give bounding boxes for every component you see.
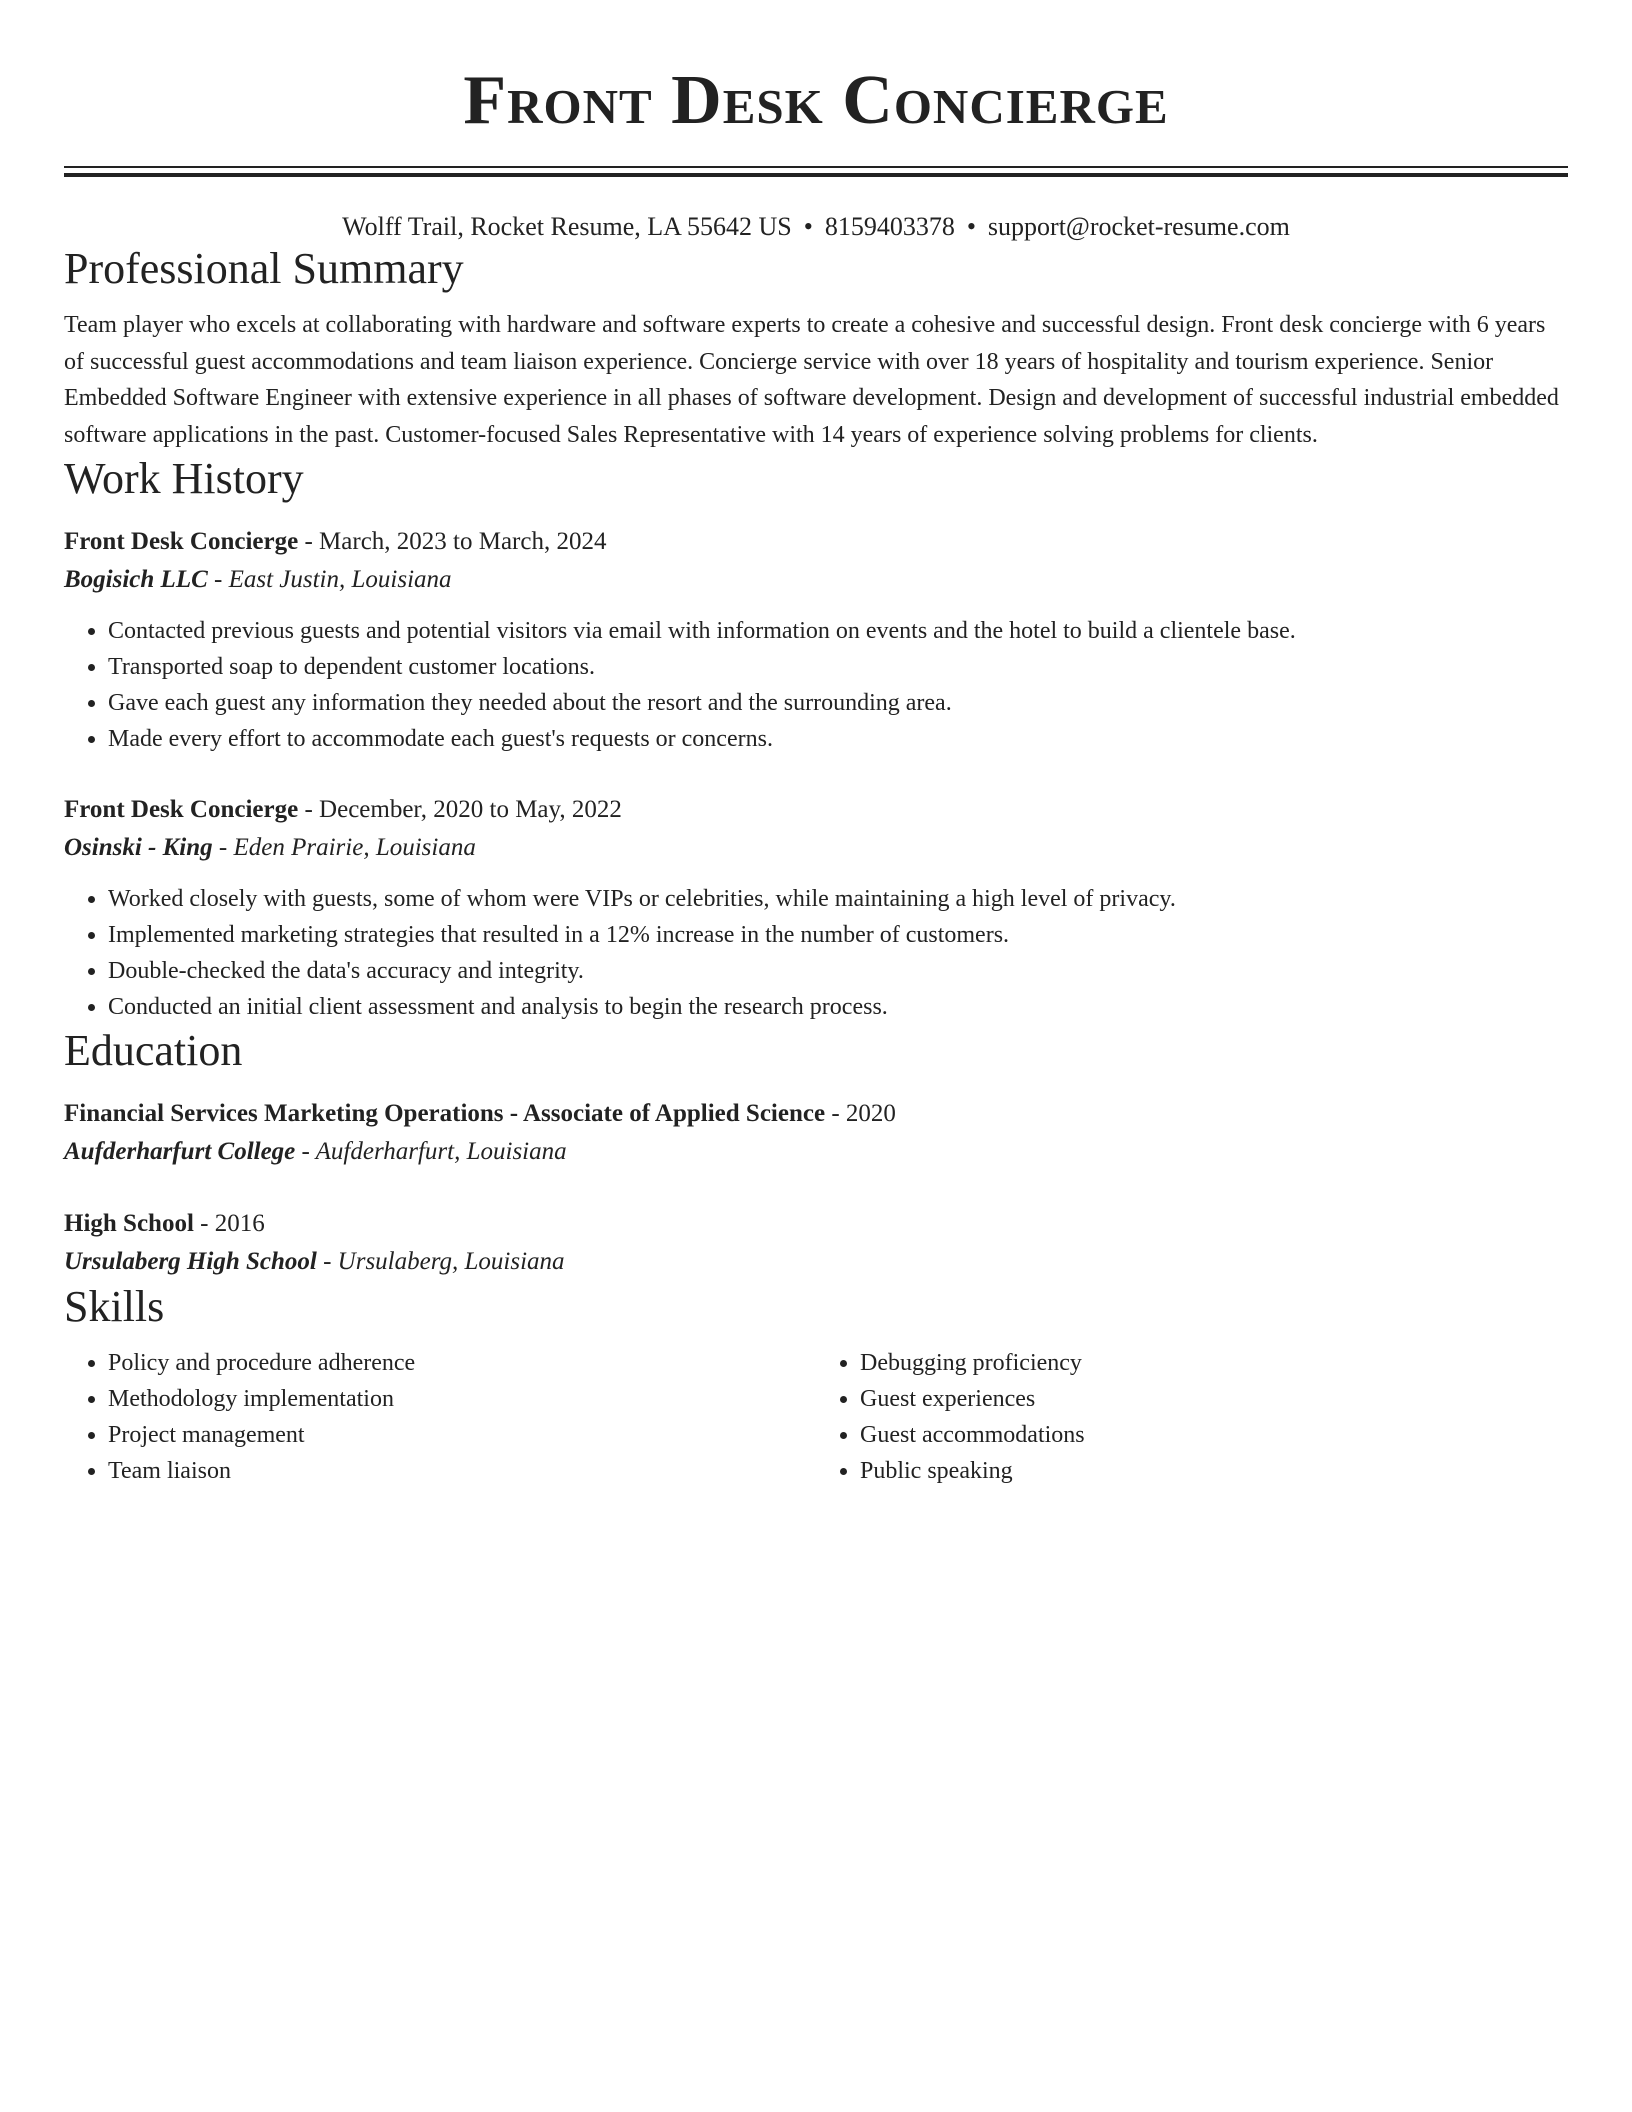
job-role: Front Desk Concierge <box>64 796 299 823</box>
education-header <box>64 1205 1568 1243</box>
contact-line <box>64 211 1568 243</box>
job-bullets <box>64 613 1568 757</box>
section-title-work-history: Work History <box>64 454 304 503</box>
list-item: • Guest accommodations <box>860 1417 1568 1453</box>
education-header <box>64 1095 1568 1133</box>
job-entry <box>64 523 1568 757</box>
list-item: • Made every effort to accommodate each guest's requests or concerns. <box>108 721 1568 757</box>
contact-separator: • <box>803 212 813 241</box>
job-header <box>64 523 1568 561</box>
section-title-education: Education <box>64 1026 243 1075</box>
education-year: - 2016 <box>193 1210 265 1237</box>
list-item: • Team liaison <box>108 1453 816 1489</box>
list-item: • Worked closely with guests, some of whom were VIPs or celebrities, while maintaining a high level of privacy. <box>108 881 1568 917</box>
skills-list-right <box>816 1345 1568 1489</box>
education-school: Ursulaberg High School <box>64 1248 317 1275</box>
contact-email[interactable]: support@rocket-resume.com <box>987 212 1290 241</box>
summary-text: Team player who excels at collaborating with hardware and software experts to create a cohesive and successful design. Front desk concierge with 6 years of successful guest accommodations and team liaison experience. Concierge service with over 18 years of hospitality and tourism experience. Senior Embedded Software Engineer with extensive experience in all phases of software development. Design and development of successful industrial embedded software applications in the past. Customer-focused Sales Representative with 14 years of experience solving problems for clients. <box>64 312 1559 448</box>
header-divider <box>64 166 1568 177</box>
list-item: • Implemented marketing strategies that resulted in a 12% increase in the number of customers. <box>108 917 1568 953</box>
job-company-line <box>64 561 1568 599</box>
list-item: • Methodology implementation <box>108 1381 816 1417</box>
education-entry <box>64 1205 1568 1281</box>
list-item: • Contacted previous guests and potential visitors via email with information on events and the hotel to build a clientele base. <box>108 613 1568 649</box>
education-location: - Aufderharfurt, Louisiana <box>295 1138 567 1165</box>
job-dates: - December, 2020 to May, 2022 <box>298 796 622 823</box>
job-role: Front Desk Concierge <box>64 528 299 555</box>
education-year: - 2020 <box>825 1100 896 1127</box>
skills-columns <box>64 1345 1568 1489</box>
job-company: Osinski - King <box>64 834 213 861</box>
job-dates: - March, 2023 to March, 2024 <box>298 528 607 555</box>
job-header <box>64 791 1568 829</box>
education-degree: High School <box>64 1210 194 1237</box>
job-company: Bogisich LLC <box>64 566 208 593</box>
section-title-summary: Professional Summary <box>64 244 464 293</box>
skills-list-left <box>64 1345 816 1489</box>
job-bullets <box>64 881 1568 1025</box>
job-location: - Eden Prairie, Louisiana <box>212 834 476 861</box>
education-school-line <box>64 1243 1568 1281</box>
list-item: • Transported soap to dependent customer locations. <box>108 649 1568 685</box>
resume-name: Front Desk Concierge <box>463 62 1169 139</box>
list-item: • Conducted an initial client assessment and analysis to begin the research process. <box>108 989 1568 1025</box>
list-item: • Debugging proficiency <box>860 1345 1568 1381</box>
job-entry <box>64 791 1568 1025</box>
list-item: • Public speaking <box>860 1453 1568 1489</box>
education-location: - Ursulaberg, Louisiana <box>316 1248 565 1275</box>
education-degree: Financial Services Marketing Operations - Associate of Applied Science <box>64 1100 826 1127</box>
list-item: • Project management <box>108 1417 816 1453</box>
list-item: • Guest experiences <box>860 1381 1568 1417</box>
education-entry <box>64 1095 1568 1171</box>
job-location: - East Justin, Louisiana <box>207 566 452 593</box>
section-title-skills: Skills <box>64 1282 165 1331</box>
education-school: Aufderharfurt College <box>64 1138 296 1165</box>
contact-phone: 8159403378 <box>824 212 955 241</box>
contact-separator: • <box>966 212 976 241</box>
education-school-line <box>64 1133 1568 1171</box>
list-item: • Policy and procedure adherence <box>108 1345 816 1381</box>
list-item: • Double-checked the data's accuracy and integrity. <box>108 953 1568 989</box>
contact-address: Wolff Trail, Rocket Resume, LA 55642 US <box>342 212 792 241</box>
job-company-line <box>64 829 1568 867</box>
list-item: • Gave each guest any information they needed about the resort and the surrounding area. <box>108 685 1568 721</box>
